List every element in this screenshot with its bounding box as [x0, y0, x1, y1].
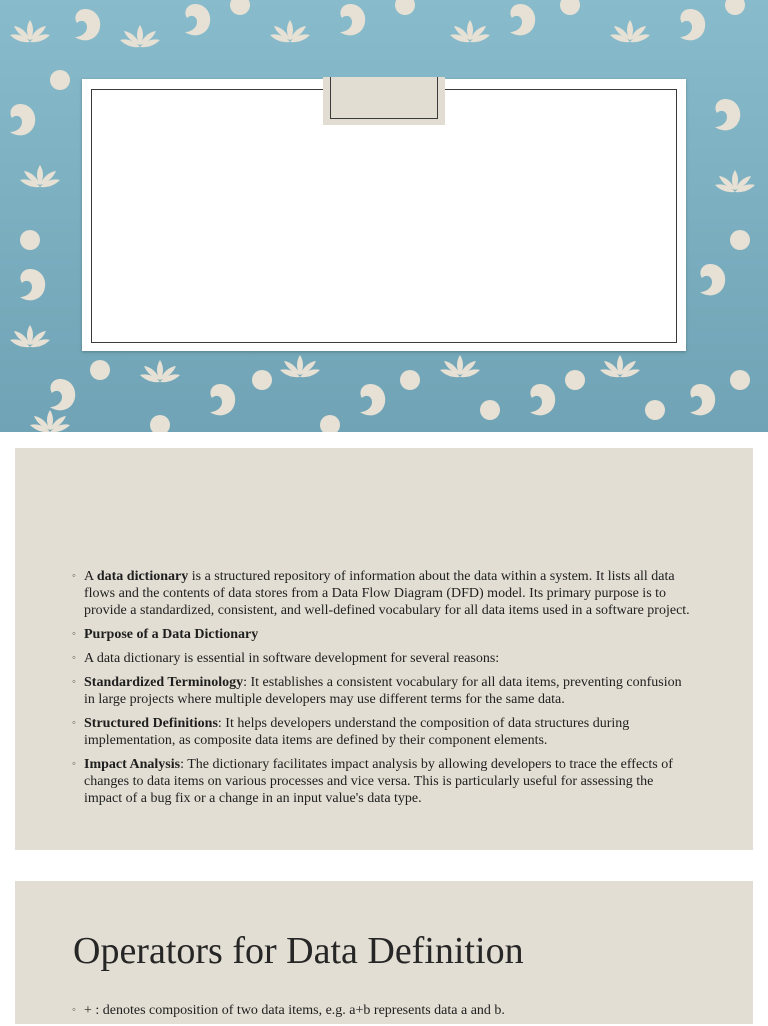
title-card	[82, 79, 686, 351]
bullet-bold-text: data dictionary	[96, 569, 189, 584]
title-card-tab-frame	[330, 77, 438, 119]
bullet-text: : It establishes a consistent vocabulary for all data items, preventing confusion in large projects where multiple developers may use different terms for the same data.	[84, 675, 682, 707]
bullet-list	[72, 568, 692, 814]
bullet-marker: ◦	[72, 1004, 76, 1016]
bullet-item	[72, 626, 692, 643]
bullet-bold-text: Structured Definitions	[84, 716, 218, 731]
bullet-marker: ◦	[72, 652, 76, 664]
title-slide	[0, 0, 768, 432]
bullet-text: + : denotes composition of two data items, e.g. a+b represents data a and b.	[84, 1003, 505, 1018]
bullet-marker: ◦	[72, 676, 76, 688]
bullet-item	[72, 715, 692, 749]
bullet-text: A data dictionary is essential in software development for several reasons:	[84, 651, 500, 666]
data-dictionary-slide	[15, 448, 753, 850]
bullet-bold-text: Purpose of a Data Dictionary	[84, 627, 259, 642]
bullet-text: : The dictionary facilitates impact analysis by allowing developers to trace the effects of changes to data items on various processes and vice versa. This is particularly useful for assessing the impact of a bug fix or a change in an input value's data type.	[84, 757, 673, 806]
operators-slide	[15, 881, 753, 1024]
bullet-text: A	[84, 569, 97, 584]
bullet-marker: ◦	[72, 628, 76, 640]
bullet-text: : It helps developers understand the composition of data structures during implementation, as composite data items are defined by their component elements.	[84, 716, 630, 748]
bullet-marker: ◦	[72, 570, 76, 582]
bullet-marker: ◦	[72, 758, 76, 770]
title-card-tab	[323, 77, 445, 125]
bullet-bold-text: Standardized Terminology	[84, 675, 244, 690]
title-card-frame	[91, 89, 677, 343]
bullet-item	[72, 1002, 692, 1019]
bullet-text: is a structured repository of information about the data within a system. It lists all data flows and the contents of data stores from a Data Flow Diagram (DFD) model. Its primary purpose is to provide a standardized, consistent, and well-defined vocabulary for all data items used in a software project.	[84, 569, 690, 618]
bullet-list	[72, 1002, 692, 1026]
bullet-item	[72, 674, 692, 708]
slide-title: Operators for Data Definition	[73, 930, 524, 972]
bullet-item	[72, 650, 692, 667]
bullet-bold-text: Impact Analysis	[84, 757, 181, 772]
bullet-item	[72, 756, 692, 807]
bullet-marker: ◦	[72, 717, 76, 729]
bullet-item	[72, 568, 692, 619]
